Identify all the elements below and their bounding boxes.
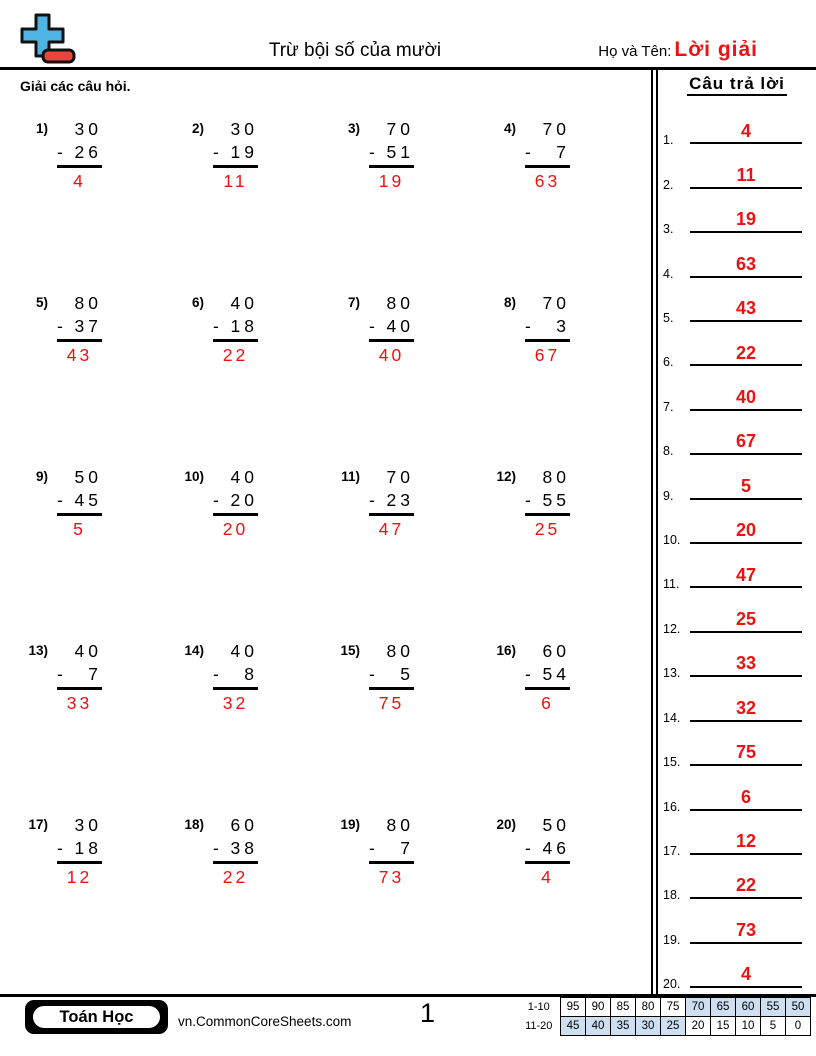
minus-operator: - (213, 664, 219, 684)
problem-5 (18, 292, 174, 466)
problem-number: 10) (184, 469, 204, 484)
problem-10 (174, 466, 330, 640)
score-cell: 85 (611, 998, 636, 1017)
subtraction-row (525, 837, 570, 864)
score-cell: 70 (686, 998, 711, 1017)
problem-1 (18, 118, 174, 292)
score-cell: 35 (611, 1017, 636, 1036)
score-cell: 80 (636, 998, 661, 1017)
problem-answer: 40 (378, 345, 405, 365)
answer-number: 20. (663, 977, 681, 992)
problem-number: 15) (340, 643, 360, 658)
answer-column-title-text: Câu trả lời (687, 74, 787, 96)
problem-work (369, 118, 414, 193)
minus-operator: - (369, 142, 375, 162)
problem-work (57, 118, 102, 193)
problem-answer: 32 (222, 693, 249, 713)
subtraction-row (57, 663, 102, 690)
subtraction-row (57, 315, 102, 342)
score-table (523, 997, 812, 1036)
score-cell: 65 (711, 998, 736, 1017)
answer-value: 6 (690, 788, 802, 811)
score-cell: 60 (736, 998, 761, 1017)
score-row-label: 1-10 (527, 1001, 550, 1013)
problem-work (369, 640, 414, 715)
problem-15 (330, 640, 486, 814)
subtrahend: 37 (74, 316, 102, 336)
problem-answer: 4 (541, 867, 554, 887)
problem-work (525, 640, 570, 715)
subtrahend: 38 (230, 838, 258, 858)
answer-number: 7. (663, 399, 674, 414)
problem-answer: 67 (534, 345, 561, 365)
score-cell: 30 (636, 1017, 661, 1036)
score-cell: 0 (786, 1017, 811, 1036)
answer-row-5 (658, 278, 816, 326)
problem-number: 8) (503, 295, 516, 310)
subtrahend: 54 (542, 664, 570, 684)
subtraction-row (525, 315, 570, 342)
answer-number: 2. (663, 177, 674, 192)
header (0, 0, 816, 70)
answer-value: 5 (690, 477, 802, 500)
problem-answer: 6 (541, 693, 554, 713)
problem-number: 18) (184, 817, 204, 832)
score-cell: 25 (661, 1017, 686, 1036)
minuend: 70 (386, 119, 414, 139)
score-cell: 95 (561, 998, 586, 1017)
answer-row-4 (658, 233, 816, 281)
site-url: vn.CommonCoreSheets.com (178, 1014, 352, 1029)
subtrahend: 8 (244, 664, 258, 684)
problem-14 (174, 640, 330, 814)
answer-row-17 (658, 811, 816, 858)
answer-row-20 (658, 944, 816, 992)
answer-value: 4 (690, 965, 802, 988)
problem-answer: 43 (66, 345, 93, 365)
minuend: 50 (542, 815, 570, 835)
answer-list (658, 100, 816, 992)
answer-row-2 (658, 144, 816, 192)
minus-operator: - (369, 664, 375, 684)
body (0, 70, 816, 994)
subtraction-row (369, 663, 414, 690)
subtraction-row (57, 489, 102, 516)
subtraction-row (525, 141, 570, 168)
problem-number: 20) (496, 817, 516, 832)
problem-work (57, 814, 102, 889)
answer-row-14 (658, 677, 816, 725)
answer-number: 8. (663, 444, 674, 459)
problem-number: 11) (341, 469, 360, 484)
answer-number: 17. (663, 843, 681, 858)
problem-20 (486, 814, 642, 988)
subtraction-row (525, 663, 570, 690)
answer-row-8 (658, 411, 816, 459)
problem-answer: 63 (534, 171, 561, 191)
problem-12 (486, 466, 642, 640)
problem-number: 16) (496, 643, 516, 658)
minuend: 30 (230, 119, 258, 139)
problem-answer: 22 (222, 867, 249, 887)
answer-value: 4 (690, 122, 802, 145)
problem-answer: 73 (378, 867, 405, 887)
minuend: 40 (230, 467, 258, 487)
problem-work (213, 466, 258, 541)
minuend: 70 (542, 293, 570, 313)
minuend: 60 (230, 815, 258, 835)
score-cell: 90 (586, 998, 611, 1017)
answer-row-19 (658, 899, 816, 947)
problem-number: 5) (35, 295, 48, 310)
subtrahend: 18 (74, 838, 102, 858)
subtraction-row (213, 489, 258, 516)
answer-column (651, 70, 816, 994)
problem-answer: 75 (378, 693, 405, 713)
minus-operator: - (213, 142, 219, 162)
minus-operator: - (525, 838, 531, 858)
problem-4 (486, 118, 642, 292)
problem-number: 9) (35, 469, 48, 484)
minus-operator: - (57, 316, 63, 336)
minus-operator: - (369, 838, 375, 858)
answer-number: 11. (663, 577, 680, 592)
minus-operator: - (57, 838, 63, 858)
minuend: 60 (542, 641, 570, 661)
subtrahend: 19 (230, 142, 258, 162)
problem-number: 12) (496, 469, 516, 484)
answer-number: 13. (663, 666, 681, 681)
problem-answer: 19 (378, 171, 405, 191)
answer-value: 19 (690, 210, 802, 233)
problem-work (369, 292, 414, 367)
problem-work (57, 466, 102, 541)
problem-number: 13) (28, 643, 48, 658)
problem-work (525, 814, 570, 889)
minuend: 50 (74, 467, 102, 487)
subtrahend: 3 (556, 316, 570, 336)
problem-work (525, 466, 570, 541)
answer-number: 16. (663, 799, 681, 814)
problem-answer: 5 (73, 519, 86, 539)
answer-number: 12. (663, 621, 681, 636)
problem-work (213, 640, 258, 715)
minus-operator: - (525, 316, 531, 336)
subtraction-row (57, 837, 102, 864)
score-cell: 45 (561, 1017, 586, 1036)
subtraction-row (57, 141, 102, 168)
problem-answer: 22 (222, 345, 249, 365)
problem-answer: 11 (223, 171, 248, 191)
problem-19 (330, 814, 486, 988)
subtraction-row (369, 837, 414, 864)
subtrahend: 23 (386, 490, 414, 510)
problem-17 (18, 814, 174, 988)
answer-number: 9. (663, 488, 674, 503)
subtrahend: 46 (542, 838, 570, 858)
answer-value: 47 (690, 566, 802, 589)
subtraction-row (369, 315, 414, 342)
score-cell: 10 (736, 1017, 761, 1036)
score-cell: 40 (586, 1017, 611, 1036)
minuend: 80 (386, 815, 414, 835)
problem-number: 14) (184, 643, 204, 658)
answer-column-title (658, 74, 816, 100)
problem-work (525, 292, 570, 367)
problem-number: 3) (347, 121, 360, 136)
subtrahend: 26 (74, 142, 102, 162)
score-row-1-10 (523, 998, 811, 1017)
answer-value: 20 (690, 521, 802, 544)
subtraction-row (213, 315, 258, 342)
name-label: Họ và Tên: (598, 43, 672, 60)
minuend: 30 (74, 815, 102, 835)
answer-number: 18. (663, 888, 681, 903)
name-block (598, 38, 758, 62)
subtrahend: 7 (556, 142, 570, 162)
minus-operator: - (57, 142, 63, 162)
answer-value: 25 (690, 610, 802, 633)
problem-work (525, 118, 570, 193)
answer-row-9 (658, 455, 816, 503)
answer-row-15 (658, 722, 816, 770)
problems-area (0, 70, 651, 994)
answer-number: 6. (663, 355, 674, 370)
answer-number: 5. (663, 311, 674, 326)
answer-number: 3. (663, 222, 674, 237)
minuend: 70 (542, 119, 570, 139)
problem-work (213, 292, 258, 367)
minuend: 40 (74, 641, 102, 661)
problem-2 (174, 118, 330, 292)
problem-work (57, 292, 102, 367)
problem-number: 19) (340, 817, 360, 832)
answer-row-7 (658, 366, 816, 414)
subtraction-row (369, 141, 414, 168)
subtrahend: 51 (386, 142, 414, 162)
score-cell: 15 (711, 1017, 736, 1036)
problem-7 (330, 292, 486, 466)
subtrahend: 55 (542, 490, 570, 510)
subtrahend: 40 (386, 316, 414, 336)
minus-operator: - (369, 316, 375, 336)
minuend: 80 (386, 641, 414, 661)
subtrahend: 20 (230, 490, 258, 510)
problem-answer: 12 (66, 867, 93, 887)
problem-16 (486, 640, 642, 814)
subtrahend: 5 (400, 664, 414, 684)
minuend: 40 (230, 293, 258, 313)
problem-work (369, 466, 414, 541)
minuend: 70 (386, 467, 414, 487)
minuend: 40 (230, 641, 258, 661)
subtrahend: 7 (400, 838, 414, 858)
page-number: 1 (420, 998, 436, 1028)
answer-value: 33 (690, 654, 802, 677)
minus-operator: - (525, 664, 531, 684)
problem-answer: 20 (222, 519, 249, 539)
answer-row-11 (658, 544, 816, 592)
subtrahend: 18 (230, 316, 258, 336)
minus-operator: - (57, 490, 63, 510)
answer-row-12 (658, 588, 816, 636)
minuend: 80 (74, 293, 102, 313)
problem-6 (174, 292, 330, 466)
subtrahend: 7 (88, 664, 102, 684)
subtraction-row (213, 837, 258, 864)
score-cell: 75 (661, 998, 686, 1017)
answer-number: 4. (663, 266, 674, 281)
score-cell: 20 (686, 1017, 711, 1036)
problem-3 (330, 118, 486, 292)
subtraction-row (213, 663, 258, 690)
answer-number: 1. (663, 133, 674, 148)
answer-row-18 (658, 855, 816, 903)
footer (0, 994, 816, 1053)
score-cell: 50 (786, 998, 811, 1017)
minus-operator: - (525, 490, 531, 510)
answer-value: 73 (690, 921, 802, 944)
problem-18 (174, 814, 330, 988)
answer-number: 15. (663, 755, 681, 770)
answer-value: 22 (690, 876, 802, 899)
answer-number: 14. (663, 710, 681, 725)
answer-row-1 (658, 100, 816, 148)
score-row-label: 11-20 (525, 1020, 553, 1032)
minuend: 30 (74, 119, 102, 139)
subtraction-row (369, 489, 414, 516)
problem-work (213, 118, 258, 193)
problem-number: 2) (191, 121, 204, 136)
problems-grid (18, 118, 651, 988)
minus-operator: - (213, 316, 219, 336)
answer-value: 67 (690, 432, 802, 455)
answer-row-6 (658, 322, 816, 370)
answer-row-10 (658, 500, 816, 548)
minus-operator: - (213, 490, 219, 510)
brand-badge (25, 1000, 168, 1034)
problem-work (57, 640, 102, 715)
problem-number: 17) (28, 817, 48, 832)
problem-number: 1) (35, 121, 48, 136)
problem-work (369, 814, 414, 889)
problem-answer: 33 (66, 693, 93, 713)
problem-9 (18, 466, 174, 640)
minuend: 80 (542, 467, 570, 487)
answer-row-3 (658, 189, 816, 237)
problem-answer: 25 (534, 519, 561, 539)
minuend: 80 (386, 293, 414, 313)
problem-work (213, 814, 258, 889)
minus-operator: - (213, 838, 219, 858)
answer-row-16 (658, 766, 816, 814)
answer-value: 11 (690, 166, 802, 189)
worksheet-title: Trừ bội số của mười (268, 40, 442, 61)
problem-answer: 47 (378, 519, 405, 539)
problem-number: 7) (347, 295, 360, 310)
answer-value: 32 (690, 699, 802, 722)
problem-answer: 4 (73, 171, 86, 191)
minus-operator: - (525, 142, 531, 162)
score-cell: 5 (761, 1017, 786, 1036)
subtrahend: 45 (74, 490, 102, 510)
name-value: Lời giải (674, 38, 758, 61)
instructions: Giải các câu hỏi. (20, 78, 131, 94)
answer-value: 22 (690, 344, 802, 367)
problem-number: 4) (503, 121, 516, 136)
minus-operator: - (369, 490, 375, 510)
answer-value: 75 (690, 743, 802, 766)
answer-number: 10. (663, 533, 681, 548)
answer-value: 43 (690, 299, 802, 322)
answer-value: 63 (690, 255, 802, 278)
score-cell: 55 (761, 998, 786, 1017)
problem-13 (18, 640, 174, 814)
answer-row-13 (658, 633, 816, 681)
answer-value: 12 (690, 832, 802, 855)
problem-number: 6) (191, 295, 204, 310)
plus-minus-logo-icon (16, 12, 78, 71)
brand-label: Toán Học (31, 1004, 162, 1030)
minus-operator: - (57, 664, 63, 684)
answer-number: 19. (663, 932, 681, 947)
score-row-11-20 (523, 1017, 811, 1036)
answer-value: 40 (690, 388, 802, 411)
problem-11 (330, 466, 486, 640)
problem-8 (486, 292, 642, 466)
subtraction-row (213, 141, 258, 168)
subtraction-row (525, 489, 570, 516)
